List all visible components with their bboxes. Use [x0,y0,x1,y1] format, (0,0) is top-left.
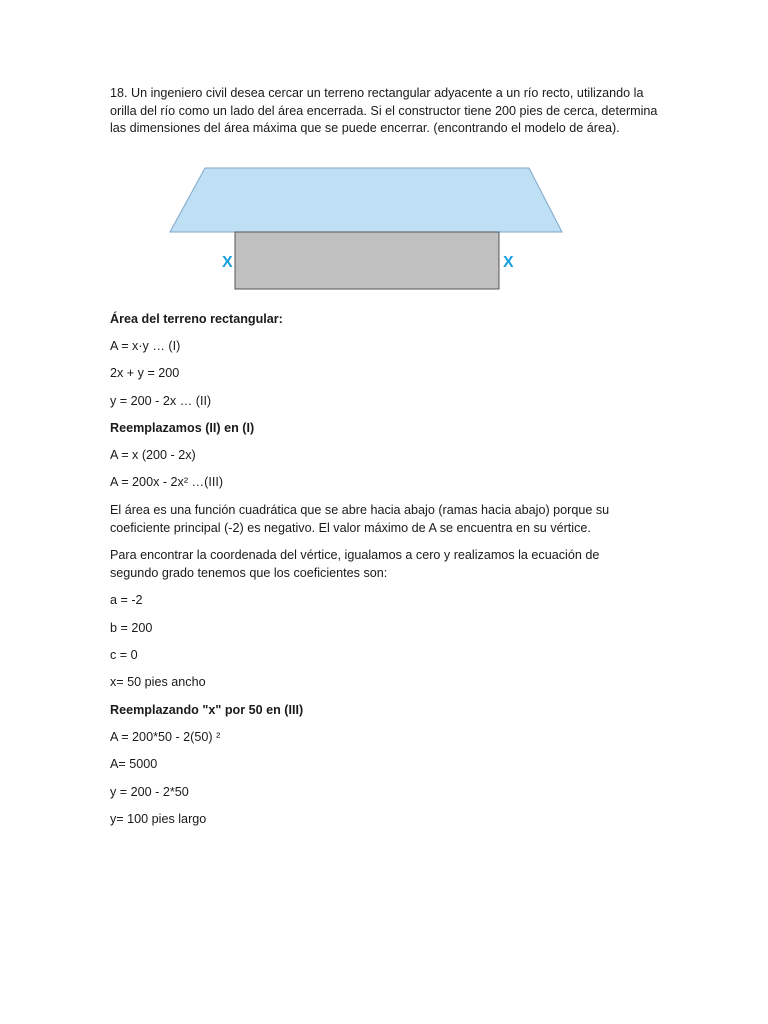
equation-quadratic: A = 200x - 2x² …(III) [110,475,224,489]
river-terrain-diagram [165,164,567,294]
area-heading: Área del terreno rectangular: [110,312,283,326]
replace-x-heading: Reemplazando "x" por 50 en (III) [110,703,304,717]
area-result: A= 5000 [110,757,158,771]
equation-perimeter: 2x + y = 200 [110,366,180,380]
left-side-label: X [222,254,233,271]
coefficient-a: a = -2 [110,593,143,607]
coefficient-b: b = 200 [110,621,153,635]
terrain-rectangle [235,232,499,289]
coefficient-c: c = 0 [110,648,138,662]
explanation-paragraph: El área es una función cuadrática que se abre hacia abajo (ramas hacia abajo) porque su coeficiente principal (-2) es negativo. El valor máximo de A se encuentra en su vértice. [110,503,610,535]
x-result: x= 50 pies ancho [110,675,206,689]
equation-area: A = x·y … (I) [110,339,181,353]
replace-heading: Reemplazamos (II) en (I) [110,421,255,435]
equation-y: y = 200 - 2x … (II) [110,394,212,408]
equation-substituted: A = x (200 - 2x) [110,448,196,462]
problem-statement: 18. Un ingeniero civil desea cercar un terreno rectangular adyacente a un río recto, utilizando la orilla del río como un lado del área encerrada. Si el constructor tiene 200 pies de cerca, determina las dimensiones del área máxima que se puede encerrar. (encontrando el modelo de área). [110,86,658,135]
equation-area-evaluated: A = 200*50 - 2(50) ² [110,730,221,744]
y-result: y= 100 pies largo [110,812,207,826]
right-side-label: X [503,254,514,271]
vertex-paragraph: Para encontrar la coordenada del vértice, igualamos a cero y realizamos la ecuación de segundo grado tenemos que los coeficientes son: [110,548,600,580]
river-shape [170,168,562,232]
equation-y-evaluated: y = 200 - 2*50 [110,785,189,799]
